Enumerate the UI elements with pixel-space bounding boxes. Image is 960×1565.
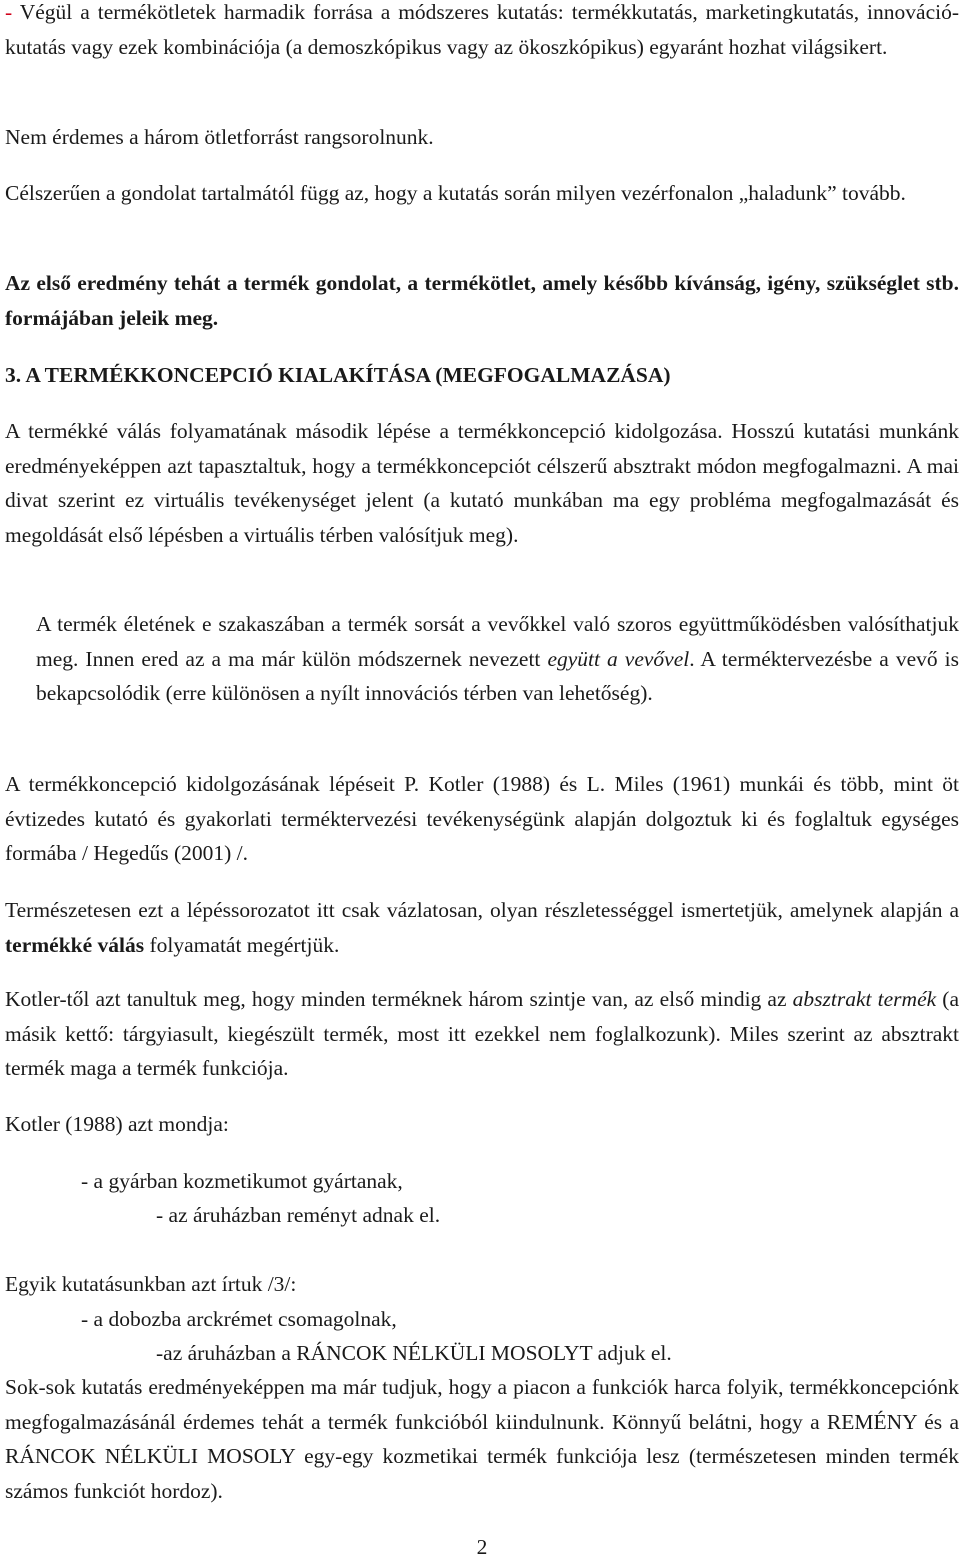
paragraph-three-levels <box>5 982 959 1086</box>
paragraph-research-source <box>5 0 959 64</box>
p6-italic: együtt a vevővel <box>547 646 690 671</box>
list2-item-1: - a dobozba arckrémet csomagolnak, <box>81 1307 397 1331</box>
page-number: 2 <box>476 1535 488 1559</box>
document-page <box>5 0 959 1560</box>
p6-text-a: A termék életének e szakaszában a termék sorsát a vevőkkel való szoros együttműködésben valósíthatjuk meg. Innen ered az a ma már külön módszernek nevezett <box>36 612 959 671</box>
p9-text-a: Kotler-től azt tanultuk meg, hogy minden terméknek három szintje van, az első mindig az <box>5 987 793 1011</box>
p8-text-a: Természetesen ezt a lépéssorozatot itt csak vázlatosan, olyan részletességgel ismertetjük, amelynek alapján a <box>5 898 959 922</box>
paragraph-concept-development: A termékké válás folyamatának második lépése a termékkoncepció kidolgozása. Hosszú kutatási munkánk eredményeképpen azt tapasztaltuk, hogy a termékkoncepciót célszerű absztrakt módon megfogalmazni. A mai divat szerint ez virtuális tevékenységet jelent (a kutató munkában ma egy probléma megfogalmazását és megoldását első lépésben a virtuális térben valósítjuk meg). <box>5 419 959 547</box>
paragraph-research-source-text: Végül a termékötletek harmadik forrása a módszeres kutatás: termékkutatás, marketingkutatás, innováció-kutatás vagy ezek kombinációja (a demoszkópikus vagy az ökoszkópikus) egyaránt hozhat világsikert. <box>5 0 959 59</box>
list2-item-2: -az áruházban a RÁNCOK NÉLKÜLI MOSOLYT adjuk el. <box>156 1341 672 1365</box>
paragraph-customer-cooperation <box>36 607 959 711</box>
p6-text-b: . A terméktervezésbe a vevő is bekapcsolódik (erre különösen a nyílt innovációs térben van lehetőség). <box>36 646 959 705</box>
list1-item-1: - a gyárban kozmetikumot gyártanak, <box>81 1169 403 1193</box>
paragraph-first-result-bold: Az első eredmény tehát a termék gondolat, a termékötlet, amely később kívánság, igény, szükséglet stb. formájában jeleik meg. <box>5 271 959 330</box>
section-heading: 3. A TERMÉKKONCEPCIÓ KIALAKÍTÁSA (MEGFOGALMAZÁSA) <box>5 363 671 387</box>
p8-bold: termékké válás <box>5 932 145 957</box>
p9-italic: absztrakt termék <box>792 987 937 1011</box>
paragraph-outline <box>5 893 959 962</box>
p8-text-b: folyamatát megértjük. <box>144 932 340 957</box>
p9-text-b: (a másik kettő: tárgyiasult, kiegészült termék, most itt ezekkel nem foglalkozunk). Miles szerint az absztrakt termék maga a termék funkciója. <box>5 987 960 1080</box>
paragraph-kotler-says: Kotler (1988) azt mondja: <box>5 1112 229 1136</box>
paragraph-guiding-thread: Célszerűen a gondolat tartalmától függ az, hogy a kutatás során milyen vezérfonalon „haladunk” tovább. <box>5 181 906 205</box>
red-dash: - <box>5 0 13 24</box>
paragraph-no-ranking: Nem érdemes a három ötletforrást rangsorolnunk. <box>5 125 434 149</box>
list1-item-2: - az áruházban reményt adnak el. <box>156 1203 441 1227</box>
paragraph-kotler-miles-steps: A termékkoncepció kidolgozásának lépéseit P. Kotler (1988) és L. Miles (1961) munkái és több, mint öt évtizedes kutató és gyakorlati terméktervezési tevékenységünk alapján dolgoztuk ki és foglaltuk egységes formába / Hegedűs (2001) /. <box>5 772 959 865</box>
paragraph-our-research: Egyik kutatásunkban azt írtuk /3/: <box>5 1272 297 1296</box>
paragraph-battle-of-functions: Sok-sok kutatás eredményeképpen ma már tudjuk, hogy a piacon a funkciók harca folyik, termékkoncepciónk megfogalmazásánál érdemes tehát a termék funkcióból kiindulnunk. Könnyű belátni, hogy a REMÉNY és a RÁNCOK NÉLKÜLI MOSOLY egy-egy kozmetikai termék funkciója lesz (természetesen minden termék számos funkciót hordoz). <box>5 1375 959 1503</box>
